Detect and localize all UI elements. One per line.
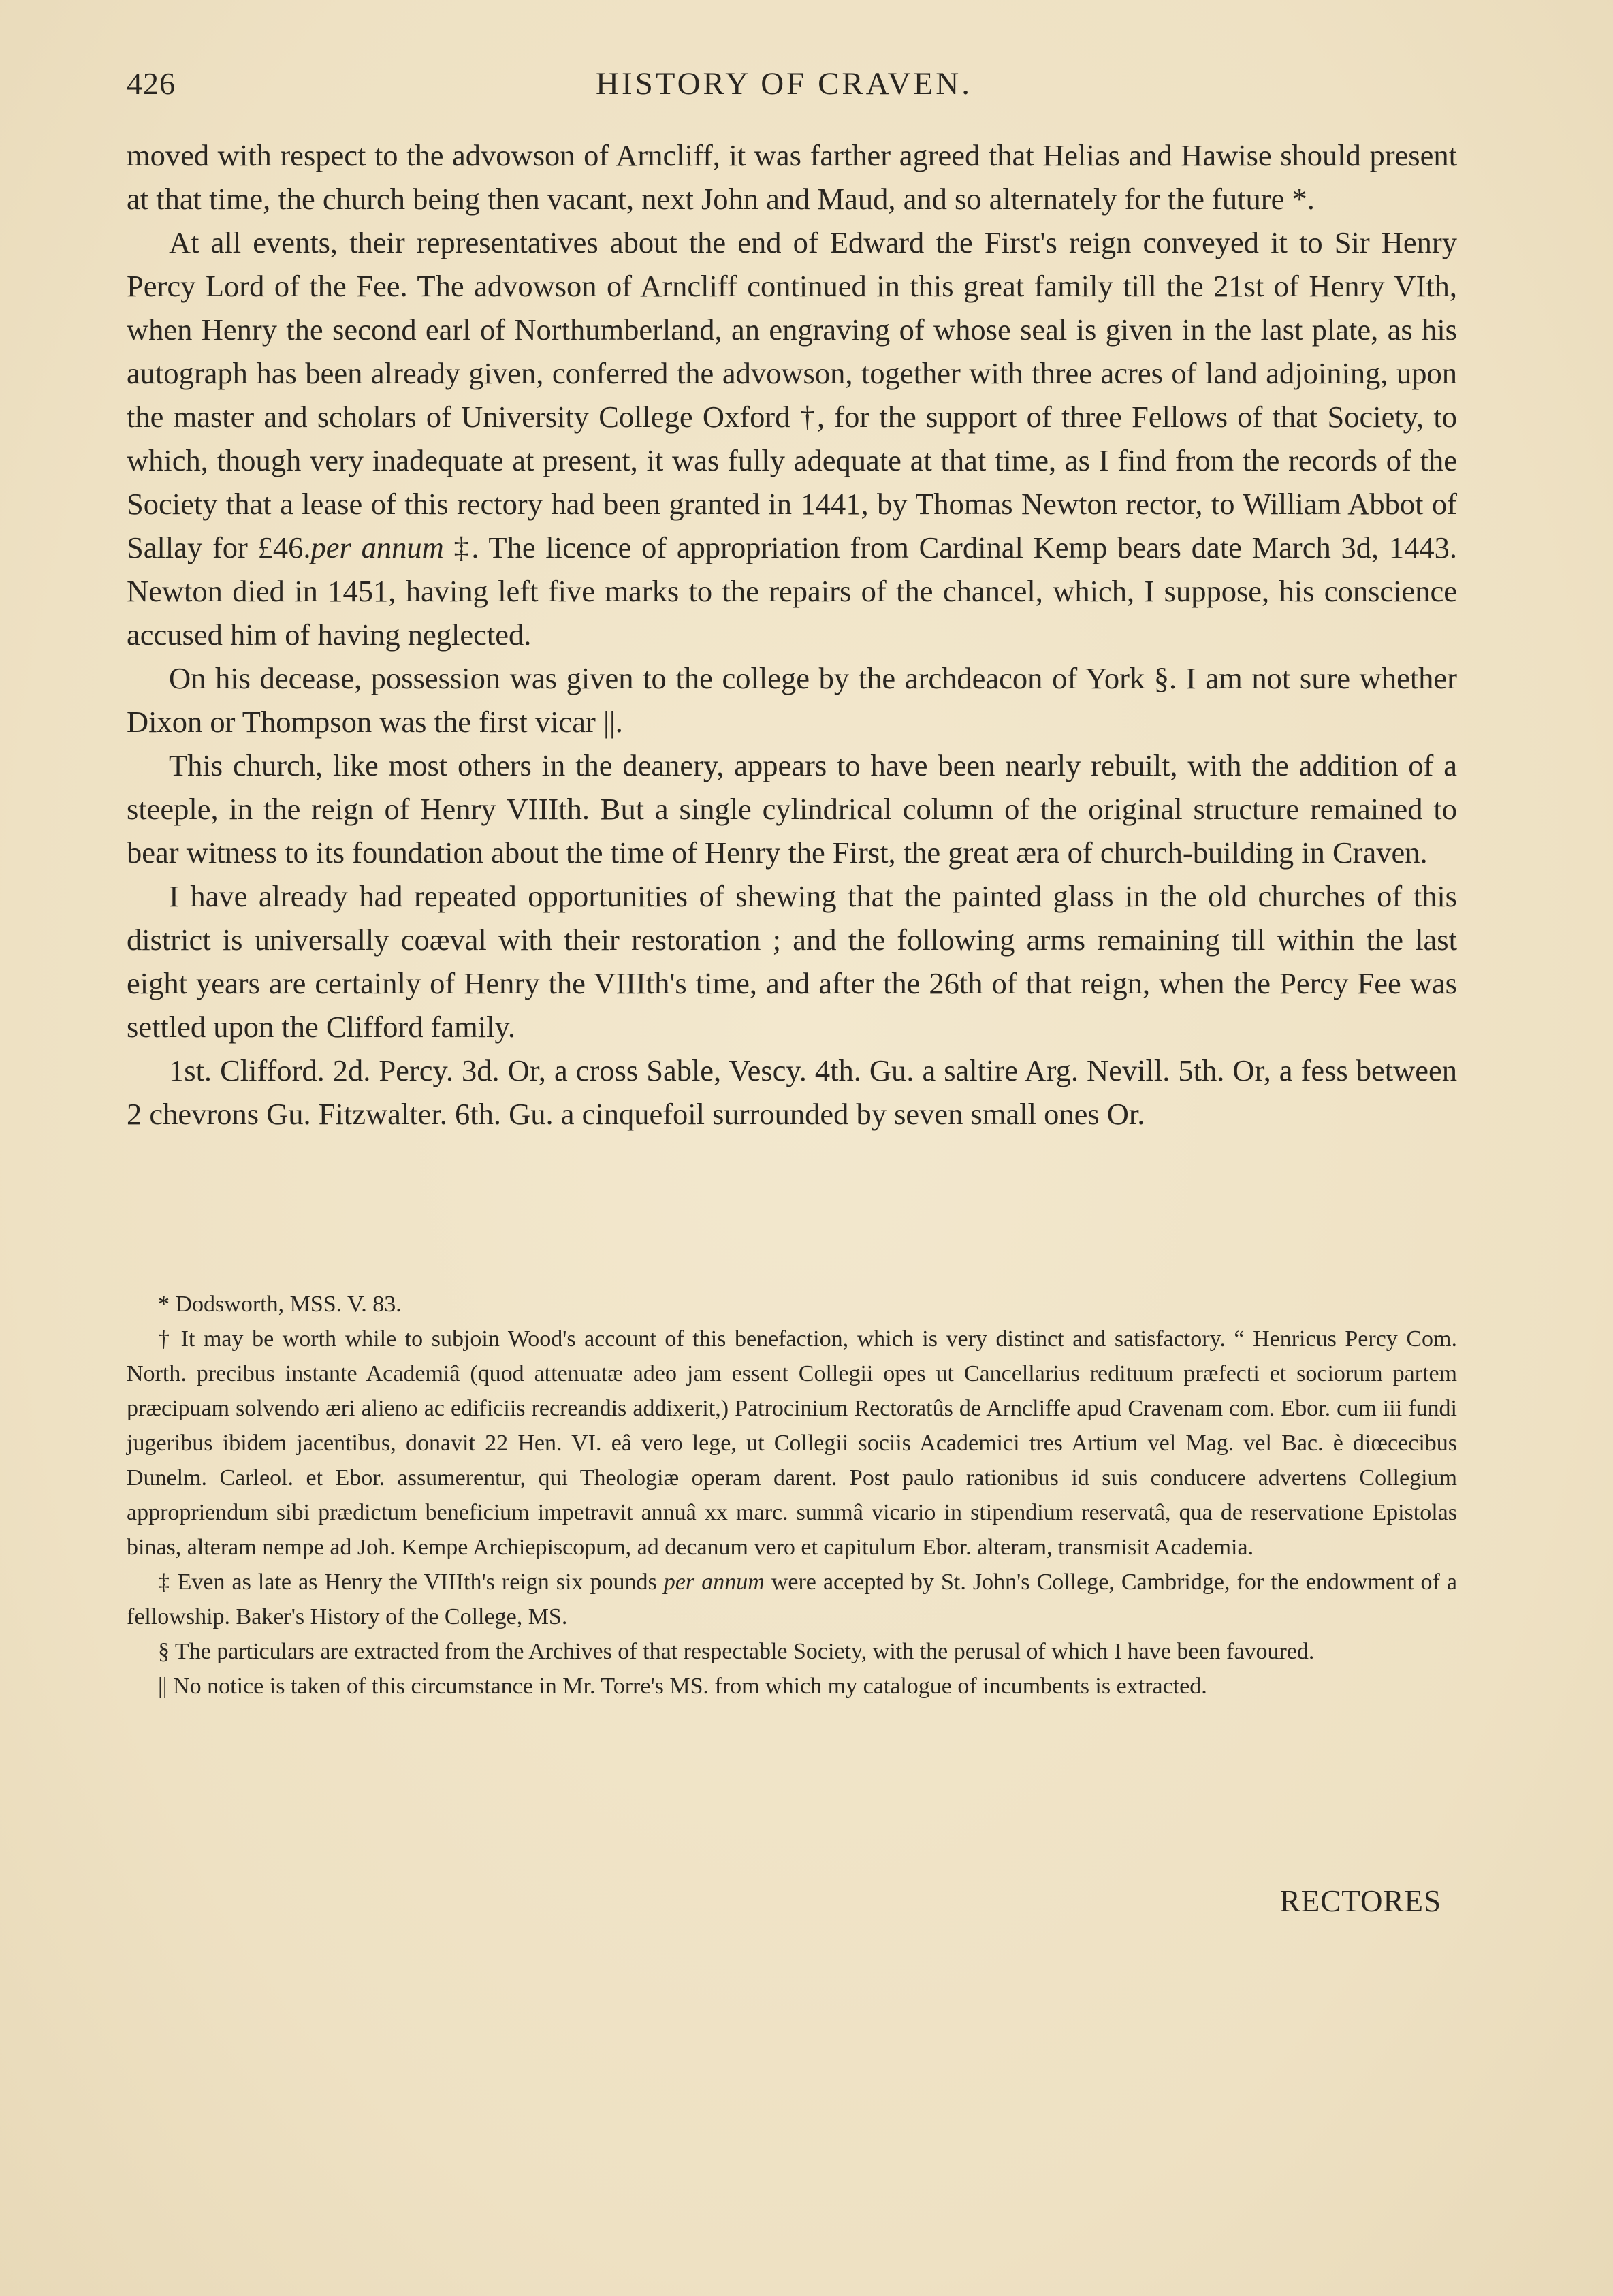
footnotes [127,1287,1457,1704]
paragraph-6: 1st. Clifford. 2d. Percy. 3d. Or, a cross Sable, Vescy. 4th. Gu. a saltire Arg. Nevill. 5th. Or, a fess between 2 chevrons Gu. Fitzwalter. 6th. Gu. a cinquefoil surrounded by seven small ones Or. [127,1053,1457,1131]
footnote-3-text-a: ‡ Even as late as Henry the VIIIth's reign six pounds [158,1569,664,1595]
paragraph-2 [127,221,1457,656]
footnote-3 [127,1565,1457,1634]
paragraph-5: I have already had repeated opportunities of shewing that the painted glass in the old churches of this district is universally coæval with their restoration ; and the following arms remaining till within the last eight years are certainly of Henry the VIIIth's time, and after the 26th of that reign, when the Percy Fee was settled upon the Clifford family. [127,879,1457,1044]
footnote-3-text-b: were accepted by St. John's College, Cambridge, for the endowment of a fellowship. Baker's History of the College, MS. [127,1569,1457,1629]
page-header [127,65,1441,120]
footnote-4: § The particulars are extracted from the Archives of that respectable Society, with the perusal of which I have been favoured. [158,1639,1315,1664]
paragraph-2-text-a: At all events, their representatives about the end of Edward the First's reign conveyed it to Sir Henry Percy Lord of the Fee. The advowson of Arncliff continued in this great family till the 21st of Henry VIth, when Henry the second earl of Northumberland, an engraving of whose seal is given in the last plate, as his autograph has been already given, conferred the advowson, together with three acres of land adjoining, upon the master and scholars of University College Oxford †, for the support of three Fellows of that Society, to which, though very inadequate at present, it was fully adequate at that time, as I find from the records of the Society that a lease of this rectory had been granted in 1441, by Thomas Newton rector, to William Abbot of Sallay for £46. [127,225,1457,564]
page-number: 426 [127,66,176,101]
paragraph-4: This church, like most others in the deanery, appears to have been nearly rebuilt, with the addition of a steeple, in the reign of Henry VIIIth. But a single cylindrical column of the original structure remained to bear witness to its foundation about the time of Henry the First, the great æra of church-building in Craven. [127,748,1457,870]
footnote-3-italic: per annum [663,1569,765,1595]
paragraph-2-text-b: ‡. The licence of appropriation from Cardinal Kemp bears date March 3d, 1443. Newton died in 1451, having left five marks to the repairs of the chancel, which, I suppose, his conscience accused him of having neglected. [127,530,1457,652]
paragraph-3: On his decease, possession was given to the college by the archdeacon of York §. I am not sure whether Dixon or Thompson was the first vicar ||. [127,661,1457,739]
running-title: HISTORY OF CRAVEN. [596,66,972,101]
footnote-5: || No notice is taken of this circumstance in Mr. Torre's MS. from which my catalogue of incumbents is extracted. [158,1674,1207,1699]
footnote-1: * Dodsworth, MSS. V. 83. [158,1292,402,1317]
footnote-2: † It may be worth while to subjoin Wood's account of this benefaction, which is very distinct and satisfactory. “ Henricus Percy Com. North. precibus instante Academiâ (quod attenuatæ adeo jam essent Collegii opes ut Cancellarius redituum præfecti et sociorum partem præcipuam solvendo æri alieno ac edificiis recreandis addixerit,) Patrocinium Rectoratûs de Arncliffe apud Cravenam com. Ebor. cum iii fundi jugeribus ibidem jacentibus, donavit 22 Hen. VI. eâ vero lege, ut Collegii sociis Academici tres Artium vel Mag. vel Bac. è diœcecibus Dunelm. Carleol. et Ebor. assumerentur, qui Theologiæ operam darent. Post paulo rationibus id suis conducere advertens Collegium appropriendum sibi prædictum beneficium impetravit annuâ xx marc. summâ vicario in stipendium reservatâ, qua de reservatione Epistolas binas, alteram nempe ad Joh. Kempe Archiepiscopum, ad decanum vero et capitulum Ebor. alteram, transmisit Academia. [127,1326,1457,1560]
paragraph-2-italic: per annum [310,530,444,564]
paragraph-1: moved with respect to the advowson of Arncliff, it was farther agreed that Helias and Hawise should present at that time, the church being then vacant, next John and Maud, and so alternately for the future *. [127,138,1457,216]
main-text [127,133,1457,1136]
catchword: RECTORES [1279,1884,1441,1918]
